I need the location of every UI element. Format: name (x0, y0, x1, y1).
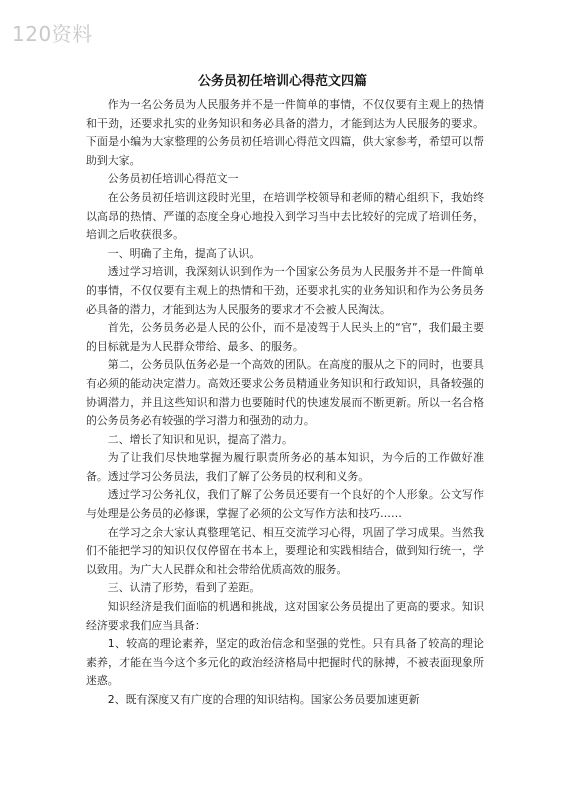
paragraph: 第二，公务员队伍务必是一个高效的团队。在高度的服从之下的同时，也要具有必须的能动决定潜力。高效还要求公务员精通业务知识和行政知识，具备较强的协调潜力，并且这些知识和潜力也要随时代的快速发展而不断更新。所以一名合格的公务员务必有较强的学习潜力和强劲的动力。 (86, 358, 484, 428)
watermark-logo: 120资料 (12, 22, 93, 46)
paragraph: 在公务员初任培训这段时光里，在培训学校领导和老师的精心组织下，我始终以高昂的热情、严谨的态度全身心地投入到学习当中去比较好的完成了培训任务，培训之后收获很多。 (86, 190, 484, 242)
paragraph: 作为一名公务员为人民服务并不是一件简单的事情，不仅仅要有主观上的热情和干劲，还要求扎实的业务知识和务必具备的潜力，才能到达为人民服务的要求。下面是小编为大家整理的公务员初任培训心得范文四篇，供大家参考，希望可以帮助到大家。 (86, 98, 484, 167)
paragraph: 首先，公务员务必是人民的公仆，而不是凌驾于人民头上的“官”，我们最主要的目标就是为人民群众带给、最多、的服务。 (86, 321, 484, 353)
paragraph: 2、既有深度又有广度的合理的知识结构。国家公务员要加速更新 (107, 693, 420, 706)
page-title: 公务员初任培训心得范文四篇 (197, 74, 367, 89)
paragraph: 在学习之余大家认真整理笔记、相互交流学习心得，巩固了学习成果。当然我们不能把学习的知识仅仅停留在书本上，要理论和实践相结合，做到知行统一，学以致用。为广大人民群众和社会带给优质高效的服务。 (86, 525, 484, 576)
paragraph: 1、较高的理论素养，坚定的政治信念和坚强的党性。只有具备了较高的理论素养，才能在当今这个多元化的政治经济格局中把握时代的脉搏，不被表面现象所迷惑。 (86, 637, 484, 688)
section-heading: 三、认清了形势，看到了差距。 (107, 581, 261, 595)
document-body (86, 96, 484, 710)
section-heading: 公务员初任培训心得范文一 (107, 172, 239, 186)
paragraph: 知识经济是我们面临的机遇和挑战，这对国家公务员提出了更高的要求。知识经济要求我们应当具备： (86, 600, 484, 632)
paragraph: 为了让我们尽快地掌握为履行职责所务必的基本知识，为今后的工作做好准备。透过学习公务员法，我们了解了公务员的权利和义务。 (86, 451, 484, 483)
paragraph: 透过学习培训，我深刻认识到作为一个国家公务员为人民服务并不是一件简单的事情，不仅仅要有主观上的热情和干劲，还要求扎实的业务知识和作为公务员务必具备的潜力，才能到达为人民服务的要求才不会被人民淘汰。 (86, 265, 484, 316)
section-heading: 一、明确了主角，提高了认识。 (107, 246, 261, 260)
section-heading: 二、增长了知识和见识，提高了潜力。 (107, 432, 293, 446)
paragraph: 透过学习公务礼仪，我们了解了公务员还要有一个良好的个人形象。公文写作与处理是公务员的必修课，掌握了必须的公文写作方法和技巧…… (86, 488, 484, 521)
